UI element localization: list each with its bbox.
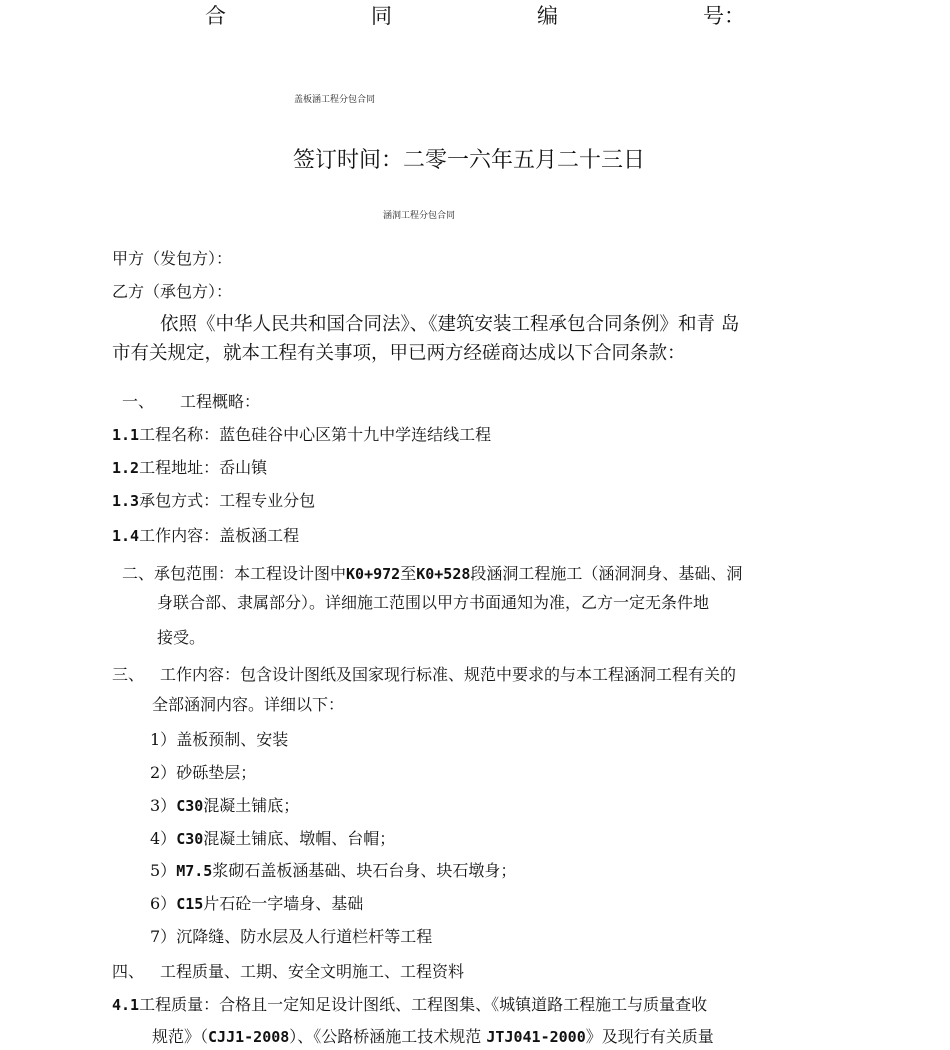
work-item-number: 5）: [150, 861, 177, 880]
work-item-text: 片石砼一字墙身、基础: [203, 894, 364, 913]
work-item-number: 4）: [150, 829, 177, 848]
section-1-item-1: [112, 425, 491, 444]
spec-code-cjj: CJJ1-2008: [208, 1028, 290, 1046]
work-item-5: [150, 861, 516, 880]
section-3-marker: 三、: [112, 665, 145, 684]
section-2-suffix: 段涵洞工程施工（涵洞洞身、基础、洞: [470, 564, 743, 583]
item-text: 承包方式：工程专业分包: [139, 491, 316, 510]
work-item-code: C30: [176, 830, 204, 848]
sign-date: 签订时间：二零一六年五月二十三日: [292, 148, 645, 173]
section-2-to: 至: [400, 564, 417, 583]
work-item-code: C15: [176, 895, 204, 913]
section-3-line-2: 全部涵洞内容。详细以下：: [152, 695, 345, 714]
work-item-7: [150, 927, 432, 946]
spec-prefix: 规范》（: [152, 1027, 209, 1046]
item-text: 工程质量：合格且一定知足设计图纸、工程图集、《城镇道路工程施工与质量查收: [139, 995, 708, 1014]
contract-no-char-4: 号：: [703, 4, 745, 28]
work-item-number: 7）: [150, 927, 177, 946]
work-item-text: 混凝土铺底、墩帽、台帽；: [203, 829, 396, 848]
item-number: 4.1: [112, 996, 140, 1014]
work-item-text: 混凝土铺底；: [203, 796, 300, 815]
section-3-line-1: 工作内容：包含设计图纸及国家现行标准、规范中要求的与本工程涵洞工程有关的: [160, 665, 737, 684]
item-number: 1.3: [112, 492, 140, 510]
work-item-code: C30: [176, 797, 204, 815]
work-item-number: 6）: [150, 894, 177, 913]
section-4-item-1-line-1: [112, 995, 707, 1014]
station-end: K0+528: [416, 565, 471, 583]
work-item-4: [150, 829, 395, 848]
work-item-code: M7.5: [176, 862, 213, 880]
work-item-1: [150, 730, 288, 749]
spec-code-jtj: JTJ041-2000: [486, 1028, 586, 1046]
item-number: 1.1: [112, 426, 140, 444]
work-item-6: [150, 894, 363, 913]
contract-number-label: [205, 4, 745, 29]
section-2-prefix: 二、承包范围：本工程设计图中: [122, 564, 347, 583]
item-text: 工程地址：岙山镇: [139, 458, 268, 477]
section-2-line-3: 接受。: [157, 628, 206, 647]
work-item-text: 砂砾垫层；: [176, 763, 257, 782]
item-text: 工作内容：盖板涵工程: [139, 526, 300, 545]
small-title-culvert-slab: 盖板涵工程分包合同: [294, 95, 376, 105]
section-1-title: 工程概略：: [180, 392, 261, 411]
work-item-text: 沉降缝、防水层及人行道栏杆等工程: [176, 927, 433, 946]
work-item-2: [150, 763, 256, 782]
item-number: 1.2: [112, 459, 140, 477]
work-item-number: 2）: [150, 763, 177, 782]
contract-no-char-1: 合: [205, 4, 226, 28]
section-2-line-2: 身联合部、隶属部分）。详细施工范围以甲方书面通知为准，乙方一定无条件地: [157, 593, 710, 612]
section-1-item-4: [112, 526, 299, 545]
work-item-text: 浆砌石盖板涵基础、块石台身、块石墩身；: [212, 861, 517, 880]
section-4-title: 工程质量、工期、安全文明施工、工程资料: [160, 962, 465, 981]
item-text: 工程名称：蓝色硅谷中心区第十九中学连结线工程: [139, 425, 492, 444]
work-item-number: 3）: [150, 796, 177, 815]
work-item-text: 盖板预制、安装: [176, 730, 289, 749]
preamble-line-1: 依照《中华人民共和国合同法》、《建筑安装工程承包合同条例》和青 岛: [160, 314, 740, 335]
work-item-number: 1）: [150, 730, 177, 749]
section-1-item-3: [112, 491, 315, 510]
section-4-marker: 四、: [112, 962, 145, 981]
small-title-culvert: 涵洞工程分包合同: [383, 211, 456, 221]
section-4-item-1-line-2: [152, 1027, 714, 1046]
work-item-3: [150, 796, 299, 815]
section-1-marker: 一、: [122, 392, 155, 411]
spec-suffix: 》及现行有关质量: [585, 1027, 714, 1046]
party-b-label: 乙方（承包方）：: [112, 282, 233, 301]
section-1-item-2: [112, 458, 267, 477]
section-2-line-1: [122, 564, 742, 583]
contract-no-char-3: 编: [537, 4, 558, 28]
station-start: K0+972: [346, 565, 401, 583]
preamble-line-2: 市有关规定，就本工程有关事项，甲已两方经磋商达成以下合同条款：: [112, 343, 686, 364]
item-number: 1.4: [112, 527, 140, 545]
contract-no-char-2: 同: [371, 4, 392, 28]
party-a-label: 甲方（发包方）：: [112, 249, 233, 268]
spec-mid: ）、《公路桥涵施工技术规范: [289, 1027, 487, 1046]
